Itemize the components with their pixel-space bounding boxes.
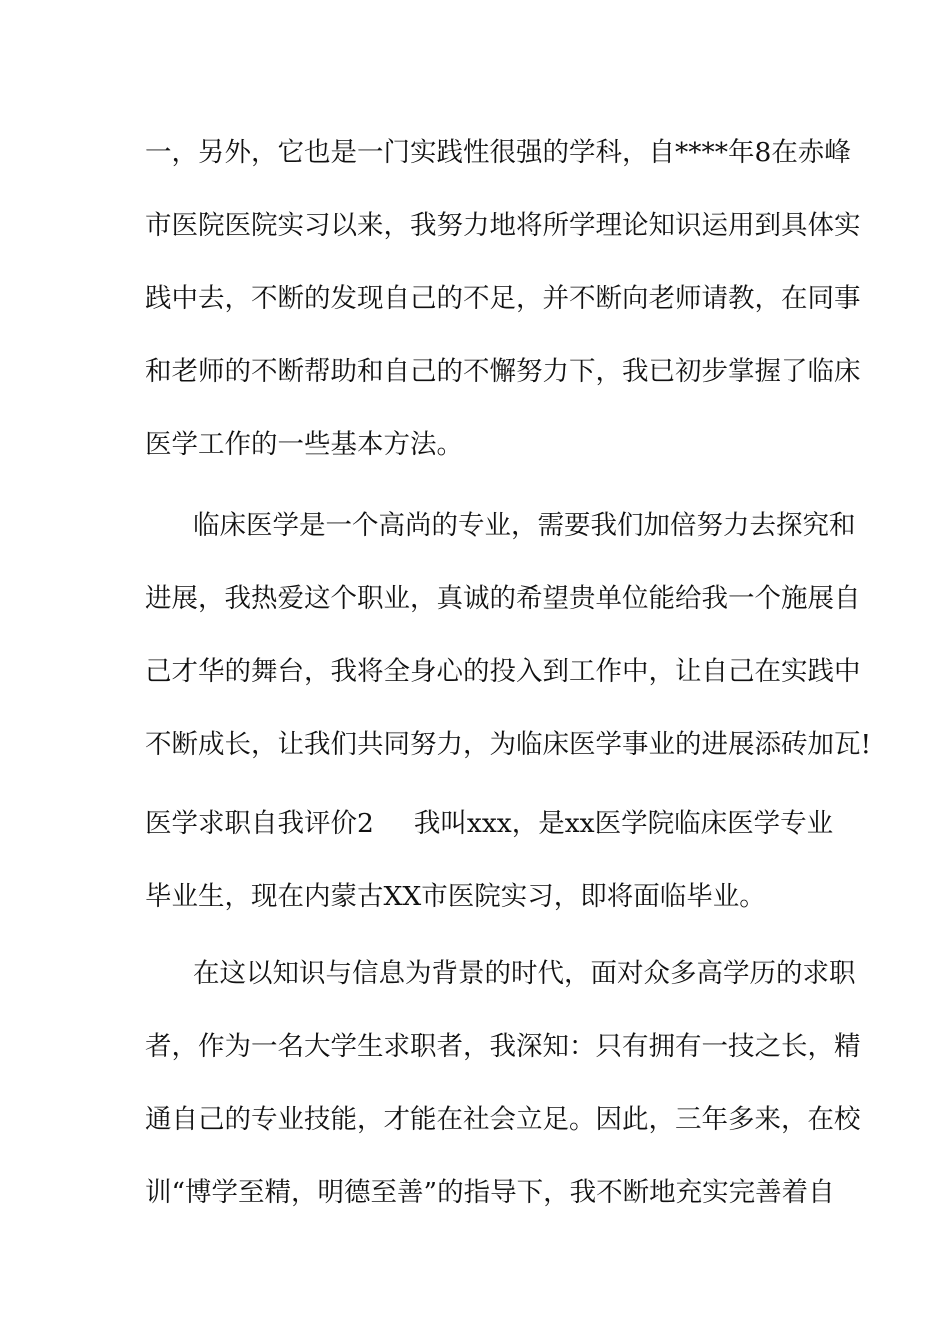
- paragraph-line: 践中去，不断的发现自己的不足，并不断向老师请教，在同事: [145, 283, 861, 314]
- section-heading: 医学求职自我评价2: [145, 808, 374, 839]
- paragraph-line: 和老师的不断帮助和自己的不懈努力下，我已初步掌握了临床: [145, 356, 861, 387]
- paragraph-first-line: 在这以知识与信息为背景的时代，面对众多高学历的求职: [193, 958, 856, 989]
- paragraph-first-line: 临床医学是一个高尚的专业，需要我们加倍努力去探究和: [193, 510, 856, 541]
- paragraph-line: 不断成长，让我们共同努力，为临床医学事业的进展添砖加瓦!: [145, 729, 872, 760]
- paragraph-line: 训“博学至精，明德至善”的指导下，我不断地充实完善着自: [145, 1177, 835, 1208]
- paragraph-line: 己才华的舞台，我将全身心的投入到工作中，让自己在实践中: [145, 656, 861, 687]
- paragraph-line: 者，作为一名大学生求职者，我深知：只有拥有一技之长，精: [145, 1031, 861, 1062]
- paragraph-line: 毕业生，现在内蒙古XX市医院实习，即将面临毕业。: [145, 881, 766, 912]
- paragraph-line: 一，另外，它也是一门实践性很强的学科，自****年8在赤峰: [145, 137, 851, 168]
- paragraph-line: 市医院医院实习以来，我努力地将所学理论知识运用到具体实: [145, 210, 861, 241]
- paragraph-first-line: 我叫xxx，是xx医学院临床医学专业: [413, 808, 834, 839]
- section-heading-row: [145, 804, 834, 844]
- paragraph-line: 医学工作的一些基本方法。: [145, 429, 463, 460]
- paragraph-line: 进展，我热爱这个职业，真诚的希望贵单位能给我一个施展自: [145, 583, 861, 614]
- paragraph-line: 通自己的专业技能，才能在社会立足。因此，三年多来，在校: [145, 1104, 861, 1135]
